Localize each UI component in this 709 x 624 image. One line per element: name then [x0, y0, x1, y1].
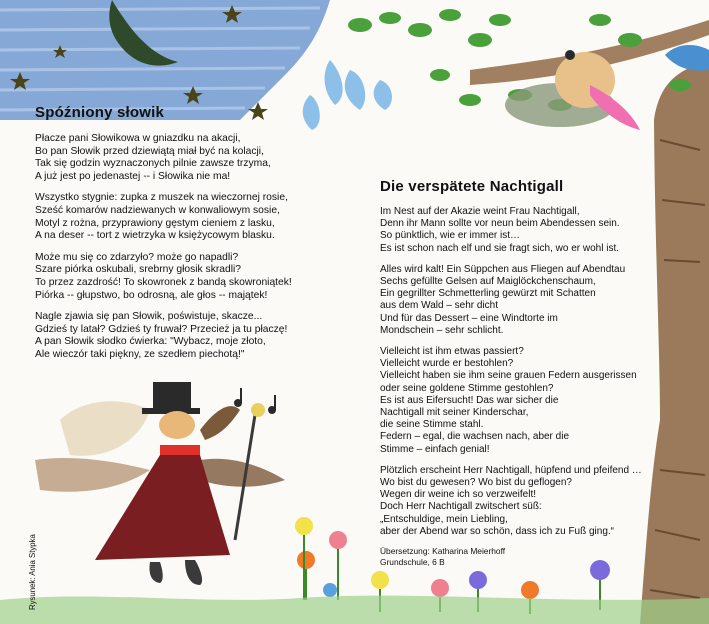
german-line: Wegen dir weine ich so verzweifelt!	[380, 489, 536, 501]
polish-line: Ale wieczór taki piękny, ze szedłem piechotą!"	[35, 348, 245, 360]
polish-stanza-4	[35, 311, 292, 361]
german-line: die seine Stimme stahl.	[380, 419, 484, 431]
german-stanza-4	[380, 465, 642, 538]
german-line: Es ist schon nach elf und sie fragt sich, wo er wohl ist.	[380, 242, 619, 254]
german-line: Im Nest auf der Akazie weint Frau Nachtigall,	[380, 206, 580, 217]
german-poem	[380, 206, 642, 540]
polish-line: A na deser -- tort z wietrzyka w księżycowym blasku.	[35, 230, 275, 242]
german-line: Denn ihr Mann sollte vor neun beim Abendessen sein.	[380, 218, 620, 230]
polish-stanza-3	[35, 252, 292, 302]
polish-line: Gdzieś ty latał? Gdzieś ty fruwał? Przecież ja tu płaczę!	[35, 323, 288, 335]
polish-line: Wszystko stygnie: zupka z muszek na wieczornej rosie,	[35, 192, 288, 204]
polish-poem-title: Spóźniony słowik	[35, 104, 165, 121]
feathered-character	[35, 382, 285, 585]
polish-line: Może mu się co zdarzyło? może go napadli?	[35, 251, 239, 263]
german-line: Es ist aus Eifersucht! Das war sicher die	[380, 394, 559, 406]
german-line: Vielleicht ist ihm etwas passiert?	[380, 346, 524, 358]
polish-line: Płacze pani Słowikowa w gniazdku na akacji,	[35, 133, 241, 144]
translator: Übersetzung: Katharina Meierhoff	[380, 546, 506, 556]
polish-line: To przez zazdrość! To skowronek z bandą skowroniątek!	[35, 276, 292, 288]
translation-credit	[380, 546, 505, 567]
school: Grundschule, 6 B	[380, 556, 445, 567]
german-line: Mondschein – sehr schlicht.	[380, 324, 504, 336]
polish-line: A pan Słowik słodko ćwierka: "Wybacz, moje złoto,	[35, 336, 266, 348]
polish-line: Bo pan Słowik przed dziewiątą miał być na kolacji,	[35, 145, 264, 157]
illustration-credit: Rysunek: Ania Stypka	[28, 534, 37, 610]
polish-line: A już jest po jedenastej -- i Słowika nie ma!	[35, 170, 231, 182]
german-line: oder seine goldene Stimme gestohlen?	[380, 382, 554, 394]
german-line: Alles wird kalt! Ein Süppchen aus Fliegen auf Abendtau	[380, 263, 626, 275]
polish-stanza-2	[35, 192, 292, 242]
polish-line: Tak się godzin wyznaczonych pilnie zawsze trzyma,	[35, 158, 271, 170]
german-line: So pünktlich, wie er immer ist…	[380, 230, 521, 242]
german-line: aus dem Wald – sehr dicht	[380, 300, 499, 312]
polish-line: Motyl z rożna, przyprawiony gęstym cieniem z lasku,	[35, 217, 275, 229]
german-line: Vielleicht haben sie ihm seine grauen Federn ausgerissen	[380, 370, 637, 382]
blue-bird	[665, 45, 709, 71]
bird-eye	[565, 50, 575, 60]
german-line: „Entschuldige, mein Liebling,	[380, 513, 508, 525]
german-stanza-2	[380, 264, 642, 337]
german-line: Federn – egal, die wachsen nach, aber die	[380, 431, 570, 443]
polish-line: Sześć komarów nadziewanych w konwaliowym sosie,	[35, 204, 280, 216]
german-line: Plötzlich erscheint Herr Nachtigall, hüpfend und pfeifend …	[380, 464, 642, 476]
polish-line: Nagle zjawia się pan Słowik, poświstuje, skacze...	[35, 311, 263, 323]
german-line: Vielleicht wurde er bestohlen?	[380, 358, 514, 370]
grass	[0, 596, 709, 624]
polish-line: Szare piórka oskubali, srebrny głosik skradli?	[35, 264, 242, 276]
german-stanza-1	[380, 206, 642, 255]
german-line: Nachtigall mit seiner Kinderschar,	[380, 407, 529, 419]
bellflowers	[303, 60, 392, 130]
german-stanza-3	[380, 346, 642, 456]
german-line: Doch Herr Nachtigall zwitschert süß:	[380, 501, 542, 513]
polish-line: Piórka -- głupstwo, bo odrosną, ale głos -- majątek!	[35, 289, 268, 301]
german-line: Ein gegrillter Schmetterling gewürzt mit Schatten	[380, 288, 596, 300]
polish-poem	[35, 133, 292, 371]
german-line: Stimme – einfach genial!	[380, 443, 490, 455]
polish-stanza-1	[35, 133, 292, 183]
german-line: Sechs gefüllte Gelsen auf Maiglöckchenschaum,	[380, 276, 596, 288]
german-poem-title: Die verspätete Nachtigall	[380, 178, 564, 195]
german-line: Wo bist du gewesen? Wo bist du geflogen?	[380, 477, 572, 489]
german-line: Und für das Dessert – eine Windtorte im	[380, 312, 558, 324]
german-line: aber der Abend war so schön, dass ich zu Fuß ging.“	[380, 525, 615, 537]
